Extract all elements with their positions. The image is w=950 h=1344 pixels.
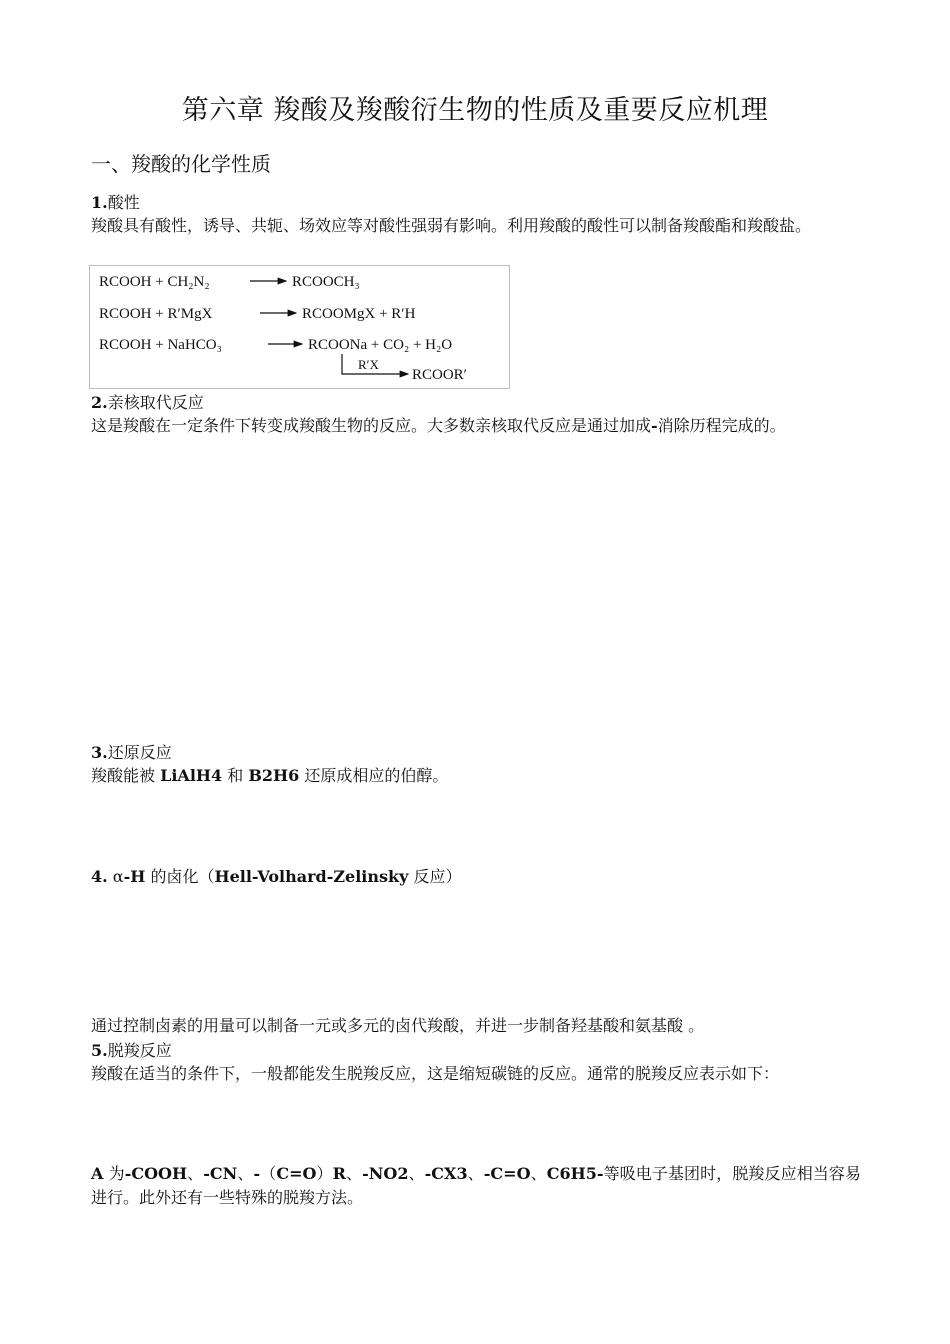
- section-heading-chemical-properties: 一、羧酸的化学性质: [91, 152, 271, 176]
- text-span: 、: [187, 1164, 204, 1183]
- text-span: ）: [316, 1164, 333, 1183]
- paragraph-reduction: [91, 764, 861, 788]
- paragraph-nucleophilic-substitution: [91, 414, 861, 438]
- bold-hyphen: -: [651, 416, 658, 435]
- reaction4-product: RCOOR′: [412, 367, 467, 383]
- text-span: 这是羧酸在一定条件下转变成羧酸生物的反应。大多数亲核取代反应是通过加成: [91, 416, 652, 435]
- text-span: 还原成相应的伯醇。: [299, 766, 449, 785]
- heading-nucleophilic-substitution: [91, 390, 204, 413]
- acid-reaction-scheme: [89, 265, 510, 389]
- heading-number: 4.: [91, 867, 108, 886]
- reaction-name: Hell-Volhard-Zelinsky: [214, 867, 409, 886]
- heading-acidity: [91, 190, 140, 213]
- reaction-scheme-svg: [90, 266, 509, 388]
- heading-label: 还原反应: [107, 743, 172, 762]
- text-span: 羧酸能被: [91, 766, 161, 785]
- group-r: R: [332, 1164, 346, 1183]
- text-span: 为: [103, 1164, 125, 1183]
- reagent-b2h6: B2H6: [248, 766, 300, 785]
- group-cn: -CN: [203, 1164, 238, 1183]
- text-span: 和: [222, 766, 249, 785]
- group-c6h5: C6H5-: [546, 1164, 604, 1183]
- heading-number: 3.: [91, 743, 108, 762]
- heading-number: 1.: [91, 193, 108, 212]
- paragraph-halogenation: 通过控制卤素的用量可以制备一元或多元的卤代羧酸，并进一步制备羟基酸和氨基酸 。: [91, 1016, 705, 1035]
- paragraph-decarboxylation: 羧酸在适当的条件下，一般都能发生脱羧反应，这是缩短碳链的反应。通常的脱羧反应表示如下：: [91, 1064, 780, 1083]
- text-span: 等吸电子基团时，脱羧反应相当容易进行。此外还有一些特殊的脱羧方法。: [91, 1164, 861, 1207]
- page-title: 第六章 羧酸及羧酸衍生物的性质及重要反应机理: [181, 95, 769, 126]
- heading-reduction: [91, 740, 172, 763]
- text-span: 、: [408, 1164, 425, 1183]
- reaction4-reagent: R′X: [358, 357, 379, 372]
- heading-number: 5.: [91, 1041, 108, 1060]
- text-span: 反应）: [408, 867, 462, 886]
- reaction1-reactants: RCOOH + CH₂N₂: [99, 274, 210, 290]
- heading-label: 酸性: [107, 193, 140, 212]
- heading-label: 脱羧反应: [107, 1041, 172, 1060]
- reaction2-products: RCOOMgX + R′H: [302, 306, 416, 322]
- reaction3-reactants: RCOOH + NaHCO₃: [99, 337, 222, 353]
- text-span: 、: [237, 1164, 254, 1183]
- group-cx3: -CX3: [424, 1164, 468, 1183]
- group-co: C=O: [276, 1164, 317, 1183]
- text-span: 消除历程完成的。: [657, 416, 786, 435]
- text-span: 、: [345, 1164, 363, 1183]
- alpha-symbol: α: [107, 867, 124, 886]
- bold-a: A: [91, 1164, 104, 1183]
- group-cooh: -COOH: [124, 1164, 188, 1183]
- group-no2: -NO2: [362, 1164, 409, 1183]
- reaction3-products: RCOONa + CO₂ + H₂O: [308, 337, 453, 353]
- heading-alpha-halogenation: [91, 864, 461, 887]
- reaction1-product: RCOOCH₃: [292, 274, 360, 290]
- bold-h: -H: [123, 867, 146, 886]
- heading-label: 亲核取代反应: [107, 393, 204, 412]
- reagent-lialh4: LiAlH4: [160, 766, 223, 785]
- text-span: 的卤化（: [145, 867, 215, 886]
- text-span: 、: [530, 1164, 547, 1183]
- heading-number: 2.: [91, 393, 108, 412]
- paragraph-electron-withdrawing-groups: [91, 1162, 861, 1210]
- text-span: （: [260, 1164, 277, 1183]
- group-c-o: -C=O: [483, 1164, 531, 1183]
- text-span: 、: [467, 1164, 484, 1183]
- reaction2-reactants: RCOOH + R′MgX: [99, 306, 213, 322]
- heading-decarboxylation: [91, 1038, 172, 1061]
- group-hyphen: -: [253, 1164, 261, 1183]
- paragraph-acidity: 羧酸具有酸性，诱导、共轭、场效应等对酸性强弱有影响。利用羧酸的酸性可以制备羧酸酯和羧酸盐。: [91, 216, 812, 235]
